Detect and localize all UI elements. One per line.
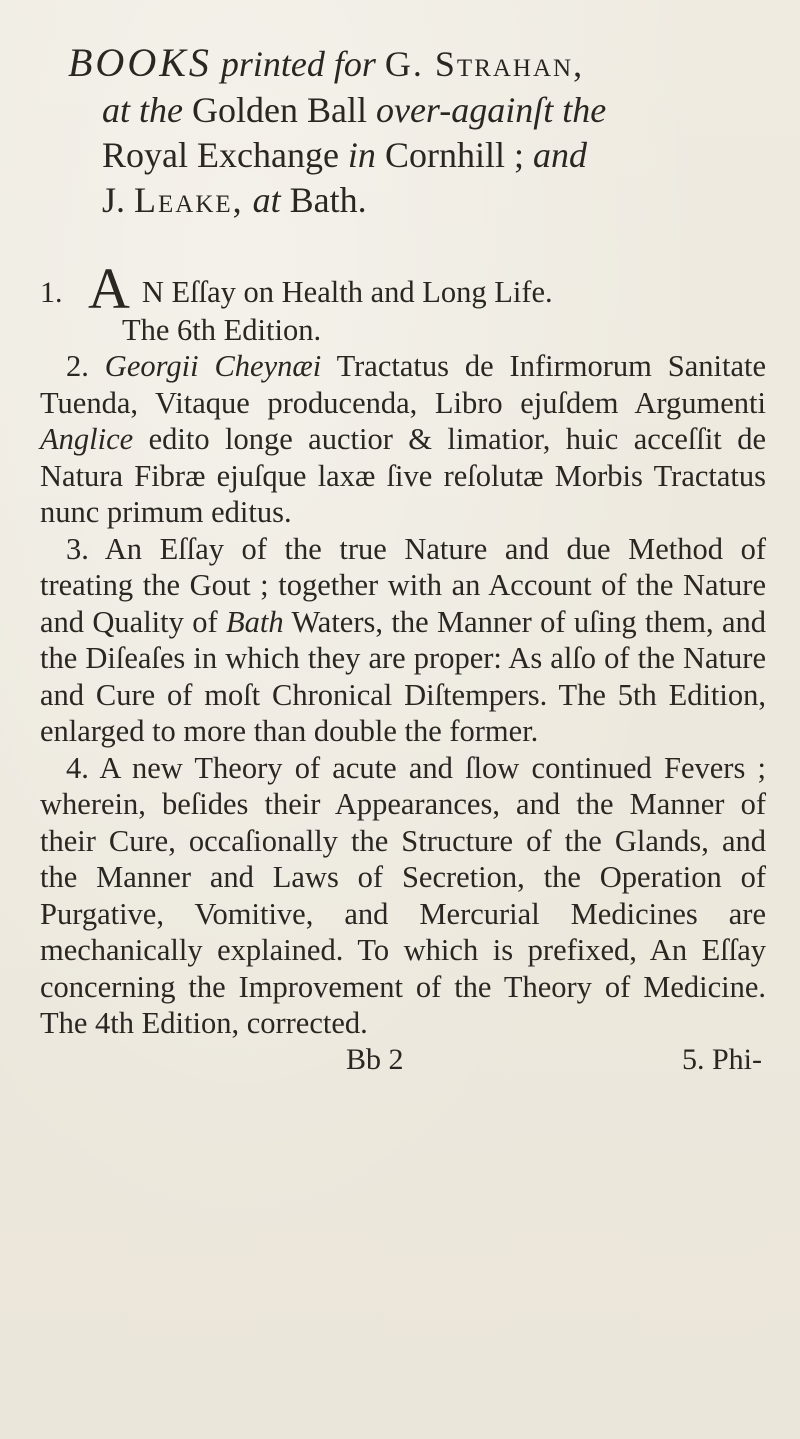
item-1-edition — [40, 312, 766, 349]
header-initial-j: J. — [102, 180, 126, 220]
header-at: at — [252, 180, 281, 220]
book-list — [40, 256, 770, 1078]
header-over-against: over-againſt the — [375, 90, 607, 130]
header-books-word: BOOKS — [68, 40, 212, 85]
item-3-bath: Bath — [226, 604, 284, 639]
item-2-author: Georgii Cheynæi — [104, 349, 322, 383]
header-line-2 — [68, 88, 770, 133]
item-3-text-a: 3. An Eſſay of the true Nature and due Method of treating the Gout ; together with an Account of the Nature and Quality of — [40, 531, 766, 639]
publisher-header — [68, 38, 770, 223]
signature-mark: Bb 2 — [346, 1042, 404, 1076]
list-item-1 — [40, 256, 766, 321]
header-cornhill: Cornhill ; — [384, 135, 524, 175]
header-royal-exchange: Royal Exchange — [102, 135, 339, 175]
header-bath: Bath. — [289, 180, 367, 220]
list-item-3 — [40, 531, 766, 750]
catchword: 5. Phi- — [681, 1042, 762, 1076]
item-1-title: N Eſſay on Health and Long Life. — [141, 275, 553, 309]
item-2-text-b: edito longe auctior & limatior, huic acceſſit de Natura Fibræ ejuſque laxæ ſive reſolutæ Morbis Tractatus nunc primum editus. — [40, 422, 766, 529]
item-2-text-a: Tractatus de Infirmorum Sanitate Tuenda, Vitaque producenda, Libro ejuſdem Argumenti — [40, 349, 767, 420]
list-item-4 — [40, 750, 766, 1042]
header-line-1 — [68, 38, 770, 88]
header-line-3 — [68, 133, 770, 178]
item-4-text: 4. A new Theory of acute and ſlow continued Fevers ; wherein, beſides their Appearances, and the Manner of their Cure, occaſionally the Structure of the Glands, and the Manner and Laws of Secretion, the Operation of Purgative, Vomitive, and Mercurial Medicines are mechanically explained. To which is prefixed, An Eſſay concerning the Improvement of the Theory of Medicine. The 4th Edition, corrected. — [40, 750, 766, 1040]
item-1-edition-text: The 6th Edition. — [122, 312, 322, 347]
drop-cap-letter: A — [88, 256, 130, 321]
item-3-text-b: Waters, the Manner of uſing them, and the Diſeaſes in which they are proper: As alſo of the Nature and Cure of moſt Chronical Diſtempers. The 5th Edition, enlarged to more than double the former. — [40, 604, 766, 748]
list-item-2 — [40, 348, 766, 531]
item-number-1: 1. — [40, 276, 63, 309]
page-footer — [40, 1042, 766, 1079]
header-line-4 — [68, 178, 770, 223]
header-at-the: at the — [102, 90, 183, 130]
item-number-2: 2. — [66, 349, 89, 383]
header-golden-ball: Golden Ball — [191, 90, 367, 130]
header-and: and — [532, 135, 587, 175]
header-in: in — [347, 135, 376, 175]
item-2-anglice: Anglice — [40, 422, 134, 456]
header-publisher-name: G. Strahan, — [384, 44, 585, 84]
header-leake: Leake, — [134, 180, 244, 220]
header-printed-for: printed for — [220, 44, 376, 84]
